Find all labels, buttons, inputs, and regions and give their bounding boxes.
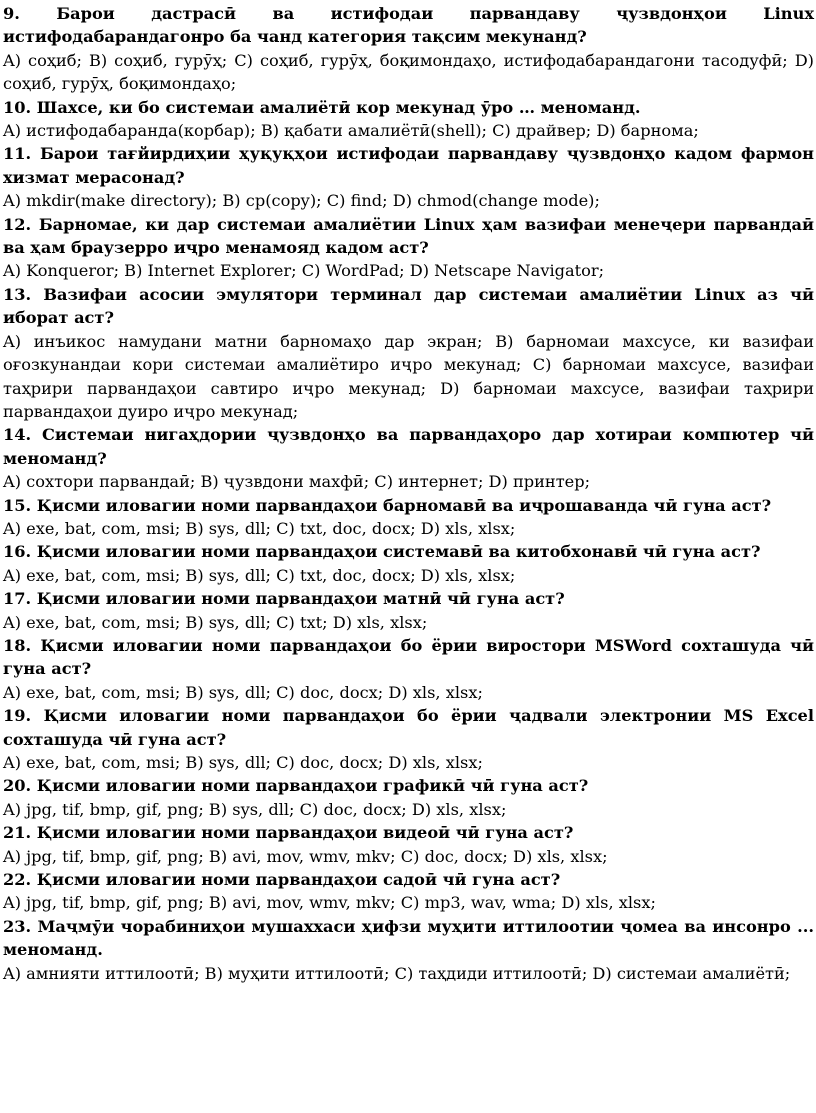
question-title: 12. Барномае, ки дар системаи амалиётии Linux ҳам вазифаи менеҷери парвандаӣ ва ҳам браузерро иҷро менамояд кадом аст? (3, 214, 814, 258)
question-16 (3, 540, 814, 587)
answer-options: A) jpg, tif, bmp, gif, png; B) sys, dll; C) doc, docx; D) xls, xlsx; (3, 799, 507, 819)
question-13 (3, 283, 814, 423)
question-title: 17. Қисми иловагии номи парвандаҳои матнӣ чӣ гуна аст? (3, 589, 565, 609)
question-17 (3, 587, 814, 634)
question-title: 14. Системаи нигаҳдории ҷузвдонҳо ва парвандаҳоро дар хотираи компютер чӣ меноманд? (3, 425, 814, 468)
answer-options: A) exe, bat, com, msi; B) sys, dll; C) txt, doc, docx; D) xls, xlsx; (3, 565, 516, 585)
answer-options: A) инъикос намудани матни барномаҳо дар экран; B) барномаи махсусе, ки вазифаи оғозкунандаи кори системаи амалиётиро иҷро мекунад; C) барномаи махсусе, вазифаи таҳрири парвандаҳои савтиро иҷро мекунад; D) барномаи махсусе, вазифаи таҳрири парвандаҳои дуиро иҷро мекунад; (3, 331, 814, 421)
answer-options: A) exe, bat, com, msi; B) sys, dll; C) txt, doc, docx; D) xls, xlsx; (3, 518, 516, 538)
question-18 (3, 634, 814, 704)
question-title: 20. Қисми иловагии номи парвандаҳои графикӣ чӣ гуна аст? (3, 776, 589, 796)
question-12 (3, 213, 814, 283)
answer-options: A) exe, bat, com, msi; B) sys, dll; C) txt; D) xls, xlsx; (3, 612, 428, 632)
question-title: 9. Барои дастрасӣ ва истифодаи парвандаву ҷузвдонҳои Linux истифодабарандагонро ба чанд категория тақсим мекунанд? (3, 4, 814, 47)
question-title: 15. Қисми иловагии номи парвандаҳои барномавӣ ва иҷрошаванда чӣ гуна аст? (3, 495, 772, 515)
question-11 (3, 142, 814, 212)
answer-options: A) сохтори парвандаӣ; B) ҷузвдони махфӣ; C) интернет; D) принтер; (3, 472, 591, 492)
question-22 (3, 868, 814, 915)
question-title: 13. Вазифаи асосии эмулятори терминал дар системаи амалиётии Linux аз чӣ иборат аст? (3, 284, 814, 328)
question-title: 11. Барои тағйирдиҳии ҳуқуқҳои истифодаи парвандаву ҷузвдонҳо кадом фармон хизмат мерасонад? (3, 144, 814, 187)
answer-options: A) соҳиб; B) соҳиб, гурӯҳ; C) соҳиб, гурӯҳ, боқимондаҳо, истифодабарандагони тасодуфӣ; D) соҳиб, гурӯҳ, боқимондаҳо; (3, 50, 814, 94)
answer-options: A) амнияти иттилоотӣ; B) муҳити иттилоотӣ; C) таҳдиди иттилоотӣ; D) системаи амалиётӣ; (3, 963, 791, 983)
question-20 (3, 774, 814, 821)
answer-options: A) jpg, tif, bmp, gif, png; B) avi, mov, wmv, mkv; C) mp3, wav, wma; D) xls, xlsx; (3, 893, 656, 913)
answer-options: A) exe, bat, com, msi; B) sys, dll; C) doc, docx; D) xls, xlsx; (3, 682, 483, 702)
answer-options: A) mkdir(make directory); B) cp(copy); C) find; D) chmod(change mode); (3, 191, 600, 211)
question-9 (3, 2, 814, 96)
question-title: 22. Қисми иловагии номи парвандаҳои садоӣ чӣ гуна аст? (3, 870, 561, 890)
question-title: 18. Қисми иловагии номи парвандаҳои бо ёрии виростори MSWord сохташуда чӣ гуна аст? (3, 635, 814, 679)
answer-options: A) истифодабаранда(корбар); B) қабати амалиётӣ(shell); C) драйвер; D) барнома; (3, 121, 699, 141)
question-title: 16. Қисми иловагии номи парвандаҳои системавӣ ва китобхонавӣ чӣ гуна аст? (3, 542, 761, 562)
question-title: 10. Шахсе, ки бо системаи амалиётӣ кор мекунад ӯро … меноманд. (3, 97, 641, 117)
question-title: 21. Қисми иловагии номи парвандаҳои видеоӣ чӣ гуна аст? (3, 823, 574, 843)
answer-options: A) Konqueror; B) Internet Explorer; C) WordPad; D) Netscape Navigator; (3, 261, 605, 281)
question-title: 23. Маҷмӯи чорабиниҳои мушаххаси ҳифзи муҳити иттилоотии ҷомеа ва инсонро ... меноманд. (3, 916, 814, 960)
answer-options: A) exe, bat, com, msi; B) sys, dll; C) doc, docx; D) xls, xlsx; (3, 753, 483, 772)
question-14 (3, 423, 814, 493)
question-15 (3, 494, 814, 541)
question-10 (3, 96, 814, 143)
question-23 (3, 915, 814, 985)
question-title: 19. Қисми иловагии номи парвандаҳои бо ёрии ҷадвали электронии MS Excel сохташуда чӣ гуна аст? (3, 706, 814, 749)
question-19 (3, 704, 814, 774)
question-21 (3, 821, 814, 868)
answer-options: A) jpg, tif, bmp, gif, png; B) avi, mov, wmv, mkv; C) doc, docx; D) xls, xlsx; (3, 846, 608, 866)
